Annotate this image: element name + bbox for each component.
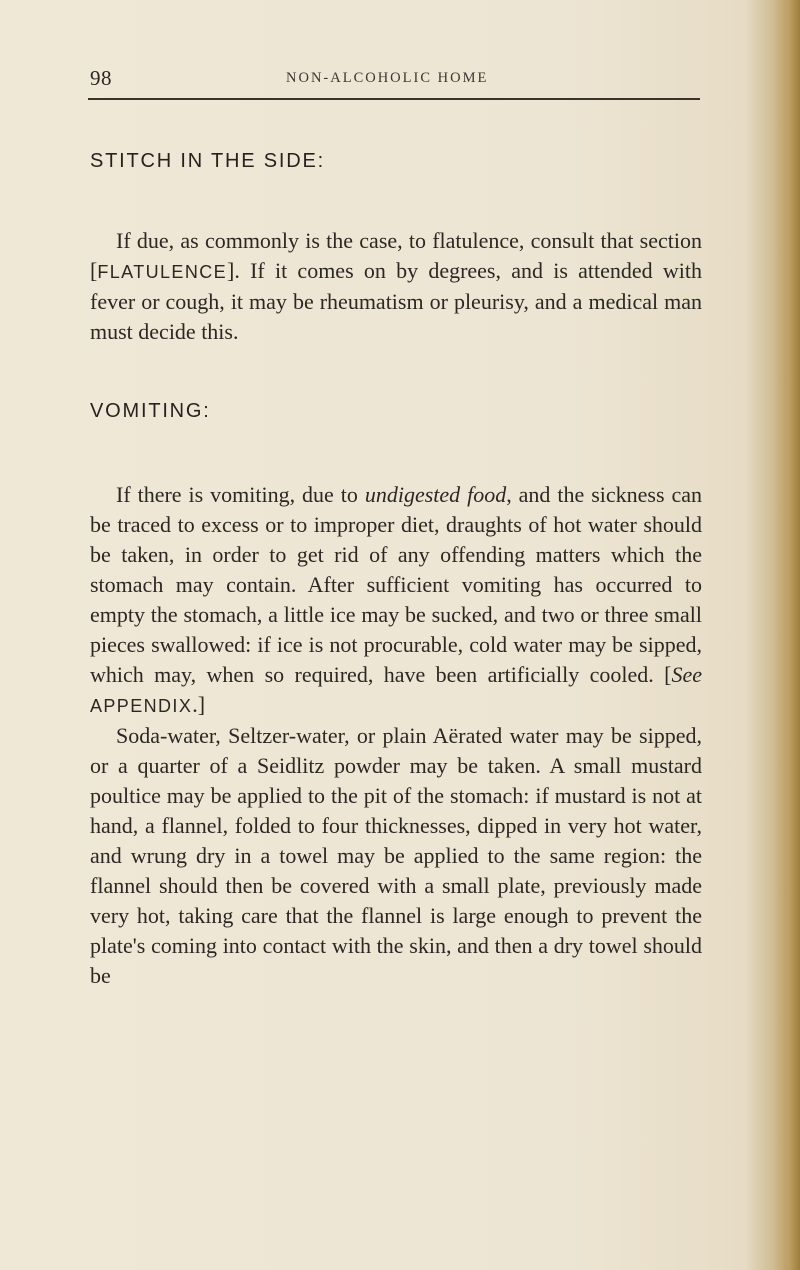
section-heading-stitch: STITCH IN THE SIDE: [90, 150, 325, 172]
section-body-stitch [90, 226, 702, 347]
paragraph [90, 226, 702, 347]
emphasis-text: undigested food [364, 482, 507, 507]
paragraph [90, 480, 702, 721]
cross-reference: APPENDIX [90, 696, 193, 716]
paragraph: Soda-water, Seltzer-water, or plain Aërated water may be sipped, or a quarter of a Seidlitz powder may be taken. A small mustard poultice may be applied to the pit of the stomach: if mustard is not at hand, a flannel, folded to four thicknesses, dipped in very hot water, and wrung dry in a towel may be applied to the same region: the flannel should then be covered with a small plate, previously made very hot, taking care that the flannel is large enough to prevent the plate's coming into contact with the skin, and then a dry towel should be [90, 723, 702, 988]
paragraph-text: , and the sickness can be traced to excess or to improper diet, draughts of hot water should be taken, in order to get rid of any offending matters which the stomach may contain. After sufficient vomiting has occurred to empty the stomach, a little ice may be sucked, and two or three small pieces swallowed: if ice is not procurable, cold water may be sipped, which may, when so required, have been artificially cooled. [ [90, 482, 703, 687]
paragraph-text: .] [192, 692, 206, 717]
cross-reference: FLATULENCE [97, 262, 228, 282]
paragraph-text: If there is vomiting, due to [116, 482, 365, 507]
running-head [90, 66, 710, 96]
paragraph-text: If due, as commonly is the case, to flatulence, consult that section [ [90, 228, 702, 283]
section-heading-vomiting: VOMITING: [90, 400, 211, 422]
section-body-vomiting [90, 480, 702, 991]
page-number: 98 [90, 66, 112, 90]
header-rule [88, 98, 700, 100]
running-title: NON-ALCOHOLIC HOME [286, 70, 489, 86]
page-edge-shadow [774, 0, 800, 1270]
see-reference: See [671, 662, 702, 687]
paragraph-text: ]. If it comes on by degrees, and is attended with fever or cough, it may be rheumatism or pleurisy, and a medical man must decide this. [90, 258, 702, 344]
